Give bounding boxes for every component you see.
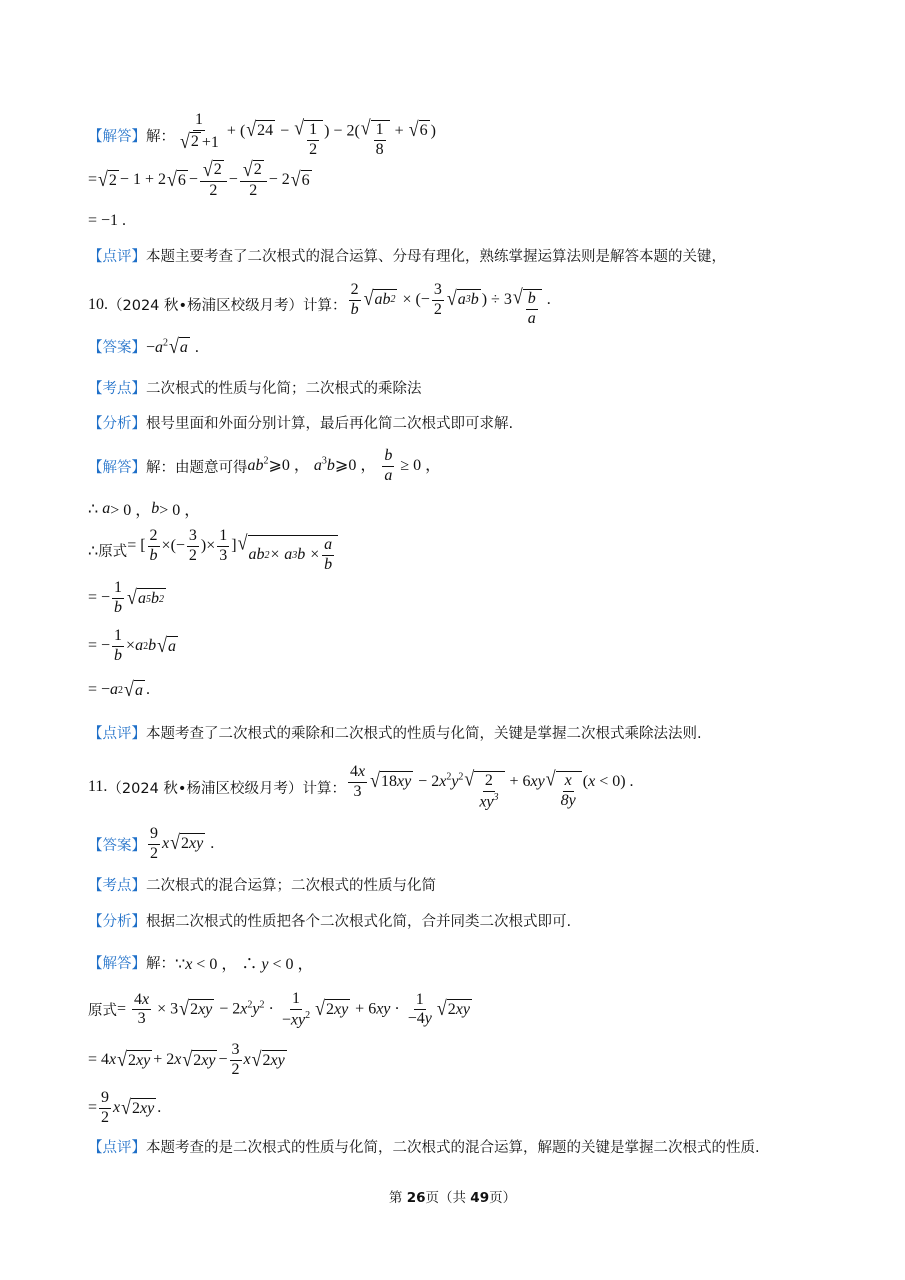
q10-number: 10. [88,295,108,313]
footer-prefix: 第 [388,1190,407,1206]
q10-step4: = − a 2 √ a . [88,677,150,701]
jieda-tag: 【解答】 [88,129,146,146]
q11-step-original [88,991,473,1029]
q11-step3: = $\frac{9}{2}$ x √ 2 xy . [88,1089,162,1126]
jieda-tag: 【解答】 [88,956,146,972]
dianping-tag: 【点评】 [88,1140,146,1156]
q10-fenxi [88,412,513,433]
fenxi-tag: 【分析】 [88,416,146,432]
dianping-tag: 【点评】 [88,726,146,742]
jie-label: 解： [146,129,175,146]
q11-answer [88,826,214,863]
therefore-symbol: ∴ [241,956,258,973]
q10-step-sign: ∴ a > 0 ， b > 0 ， [88,499,201,519]
q10-conditions: $ab^2⩾0$ ， $a^3b⩾0$ ， $\frac{b}{a}$ ≥ 0 ， [247,447,442,484]
footer-suffix: 页） [489,1190,517,1206]
q11-kaodian-text: 二次根式的混合运算；二次根式的性质与化简 [146,878,436,894]
q10-step-original [88,528,339,574]
footer-mid: 页（共 [425,1190,471,1206]
q11-step2: = 4 x √ 2 xy + 2 x √ 2 xy − $\frac{3}{2}$ x √ 2 xy [88,1041,285,1078]
q10-answer [88,333,199,357]
q10-question [88,282,551,328]
q11-original-expr: = $\frac{4x}{3}$ × 3 √ 2 xy − $2x^2y^2$ · $\frac{1}{-xy^2}$ √ 2 xy + 6xy · $\frac{1}{-4y}$ √ 2 xy [117,990,470,1029]
q11-question [88,764,634,811]
daan-tag: 【答案】 [88,837,146,854]
page-number: 26 [406,1190,426,1206]
q11-conditions: ∵x < 0 ， ∴ y < 0 ， [175,956,314,973]
therefore-symbol: ∴ [88,500,99,518]
q10-fenxi-text: 根号里面和外面分别计算，最后再化简二次根式即可求解. [146,416,514,432]
q10-step2: = − $\frac{1}{b}$ √ a 5 b 2 [88,579,164,616]
q10-kaodian-text: 二次根式的性质与化简；二次根式的乘除法 [146,381,422,397]
q10-review [88,722,702,743]
q11-review [88,1136,760,1157]
q9-solution-line1 [88,112,436,159]
q9-review-text: 本题主要考查了二次根式的混合运算、分母有理化，熟练掌握运算法则是解答本题的关键， [146,249,726,265]
yuanshi-label: 原式 [88,1003,117,1020]
q10-step3: = − $\frac{1}{b}$ × a 2 b √ a [88,627,176,664]
q11-number: 11. [88,778,108,796]
yuanshi-label: 原式 [98,544,128,561]
q11-source: （2024 秋•杨浦区校级月考）计算： [107,780,346,797]
q11-review-text: 本题考查的是二次根式的性质与化简，二次根式的混合运算，解题的关键是掌握二次根式的性质. [146,1140,760,1156]
because-symbol: ∵ [175,956,186,973]
q10-kaodian [88,377,422,398]
kaodian-tag: 【考点】 [88,381,146,397]
q10-source: （2024 秋•杨浦区校级月考）计算： [108,298,347,315]
q11-fenxi [88,910,571,931]
page-footer [0,1186,905,1206]
q10-original-expr: = [ $\frac{2}{b}$ ×(− $\frac{3}{2}$ )× $\frac{1}{3}$ ] √ ab 2 × a 3 b × $\frac{a}{b}$ [127,528,339,574]
q9-step2: = √ 2 − 1 + 2 √ 6 − √ 2 2 − √ 2 2 − 2 √ 6 [88,157,310,199]
q10-jieda-intro: 解：由题意可得 [146,459,248,476]
q11-answer-expr: $\frac{9}{2}$ x √ 2 xy . [150,825,215,862]
q10-review-text: 本题考查了二次根式的乘除和二次根式的性质与化简，关键是掌握二次根式乘除法法则. [146,726,702,742]
jieda-tag: 【解答】 [88,459,146,476]
q10-jieda-line1 [88,448,441,485]
daan-tag: 【答案】 [88,340,146,356]
page-total: 49 [470,1190,490,1206]
q9-expr: 1 √ 2 +1 + ( √ 24 − √ $\frac{1}{2}$ ) − 2( √ $\frac{1}{8}$ + √ 6 ) [180,111,436,159]
q11-expr: $\frac{4x}{3}$ √ 18 xy − $2x^2y^2$ √ $\frac{2}{xy^3}$ + 6xy √ $\frac{x}{8y}$ (x < 0) . [349,763,634,811]
q11-jieda-line1 [88,951,313,974]
q9-step3: = −1 . [88,212,127,229]
q11-fenxi-text: 根据二次根式的性质把各个二次根式化简，合并同类二次根式即可. [146,914,572,930]
q10-expr: $\frac{2}{b}$ √ ab 2 × (− $\frac{3}{2}$ √ a 3 b ) ÷ 3 √ $\frac{b}{a}$ . [350,281,551,327]
dianping-tag: 【点评】 [88,249,146,265]
fenxi-tag: 【分析】 [88,914,146,930]
jie-label: 解： [146,956,175,972]
therefore-symbol: ∴ [88,542,99,560]
q10-answer-expr: $-a^2$ √ a . [146,333,199,357]
q9-review [88,245,726,266]
q11-kaodian [88,874,436,895]
kaodian-tag: 【考点】 [88,878,146,894]
